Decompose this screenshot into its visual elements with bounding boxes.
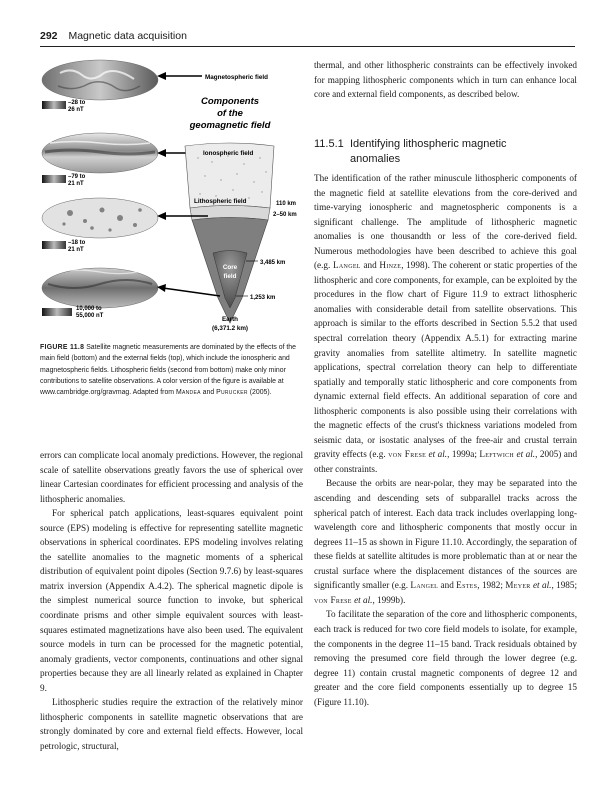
arrowhead-lithospheric bbox=[157, 212, 166, 220]
map-lithospheric bbox=[42, 198, 158, 238]
year-2005: , 2005) and other constraints. bbox=[314, 449, 578, 474]
label-core-1: Core bbox=[222, 264, 238, 271]
header-rule bbox=[40, 46, 575, 47]
caption-year: (2005). bbox=[249, 389, 272, 397]
cite-hinze: Hinze bbox=[379, 260, 402, 271]
cite-and-2: and bbox=[440, 580, 454, 591]
paragraph-left-2: For spherical patch applications, least-squares equivalent point source (EPS) modeling is effective for representing satellite magnetic observations in spherical coordinates. EPS modeling involves relating the satellite anomalies to the magnetic moments of a spherical distribution of equivalent point dipoles (Section 9.7.6) by least-squares matrix inversion (Appendix A.4.2). The spherical magnetic dipole is the simplest numerical source function to invoke, but spherical coordinate prisms and other simple equivalent sources with least-squares estimated magnetizations have also been used. The equivalent source models in turn can be processed for the magnetic potential, anomaly gradients, vector components, continuations and other signal properties because they are all linearly related as explained in Chapter 9. bbox=[40, 508, 303, 693]
scale-bar-1 bbox=[42, 101, 66, 109]
cite-leftwich: Leftwich bbox=[479, 449, 515, 460]
cite-and: and bbox=[363, 260, 377, 271]
map-ionospheric bbox=[42, 133, 158, 173]
cite-meyer: Meyer bbox=[505, 580, 531, 591]
scale-3-line2: 21 nT bbox=[68, 247, 84, 253]
scale-1-line1: –28 to bbox=[68, 100, 86, 106]
scale-4-line1: 10,000 to bbox=[76, 306, 102, 312]
cite-langel: Langel bbox=[333, 260, 361, 271]
components-title-3: geomagnetic field bbox=[189, 120, 271, 131]
etal-1985: et al. bbox=[532, 580, 552, 591]
section-heading bbox=[314, 137, 577, 167]
left-column-text bbox=[40, 448, 303, 753]
p1-part-a: The identification of the rather minuscule lithospheric components of the magnetic field at satellite elevations from the core-derived and time-varying ionospheric and magnetospheric components is a significant challenge. The amplitude of lithospheric magnetic anomalies is one thousandth or less of the core-derived field. Numerous methodologies have been described to achieve this goal (e.g. bbox=[314, 173, 577, 271]
paragraph-right-2 bbox=[314, 476, 577, 607]
scale-bar-2 bbox=[42, 175, 66, 183]
etal-1999b: et al. bbox=[354, 594, 373, 605]
scale-4-line2: 55,000 nT bbox=[76, 313, 104, 319]
figure-caption bbox=[40, 342, 303, 398]
arrowhead-magnetospheric bbox=[157, 72, 166, 80]
section-title-line2: anomalies bbox=[350, 153, 401, 165]
paragraph-right-3: To facilitate the separation of the core and lithospheric components, each track is reduced for two core field models to isolate, for example, the components in the degree 11–15 band. Track residuals obtained by removing the presumed core field through the lower degree (e.g. degree 11) contain crustal magnetic components of degree 12 and greater and the core field components essentially up to degree 15 (Figure 11.10). bbox=[314, 609, 577, 707]
paragraph-left-3: Lithospheric studies require the extraction of the relatively minor lithospheric components in satellite magnetic observations that are strongly dominated by core and external field effects. However, local petrologic, structural, bbox=[40, 697, 303, 751]
cite-vonfrese-1: von Frese bbox=[388, 449, 427, 460]
p2-part-a: Because the orbits are near-polar, they may be separated into the ascending and descending sets of subparallel tracks across the spherical patch of interest. Each data track includes overlapping long-wavelength core and lithospheric components that mostly occur in degrees 11–15 as shown in Figure 11.10. Accordingly, the separation of these fields at satellite altitudes is more problematic than at or near the crustal surface where the displacement distances of the sources are significantly smaller (e.g. bbox=[314, 478, 577, 591]
etal-2005: et al. bbox=[516, 449, 536, 460]
label-1253km: 1,253 km bbox=[250, 295, 276, 301]
map-magnetospheric bbox=[42, 60, 158, 100]
arrowhead-ionospheric bbox=[157, 149, 166, 157]
year-1999a: , 1999a; bbox=[447, 449, 477, 460]
components-title-2: of the bbox=[217, 108, 243, 119]
map-core bbox=[42, 268, 158, 308]
caption-text: Satellite magnetic measurements are dominated by the effects of the main field (bottom) and the external fields (top), which include the ionospheric and magnetospheric fields. Lithospheric fields (second from bottom) make only minor contributions to satellite observations. A color version of the figure is available at www.cambridge.org/gravmag. Adapted from bbox=[40, 344, 296, 397]
scale-1-line2: 26 nT bbox=[68, 107, 84, 113]
cite-langel-2: Langel bbox=[410, 580, 439, 591]
scale-3-line1: –18 to bbox=[68, 240, 86, 246]
right-column-text bbox=[314, 171, 577, 709]
label-3485km: 3,485 km bbox=[260, 260, 286, 266]
page-number: 292 bbox=[40, 30, 58, 42]
arrowhead-core bbox=[157, 284, 166, 292]
year-1985: , 1985; bbox=[551, 580, 578, 591]
label-110km: 110 km bbox=[276, 201, 297, 207]
paragraph-right-1 bbox=[314, 171, 577, 476]
label-lithospheric: Lithospheric field bbox=[194, 198, 247, 205]
page-header bbox=[40, 30, 575, 46]
section-title-line1: Identifying lithospheric magnetic bbox=[350, 138, 507, 150]
cite-estes: Estes bbox=[456, 580, 478, 591]
figure-11-8 bbox=[40, 58, 303, 340]
label-earth-2: (6,371.2 km) bbox=[211, 325, 249, 332]
label-core-2: field bbox=[223, 273, 237, 280]
right-column-top-text bbox=[314, 58, 577, 102]
scale-2-line2: 21 nT bbox=[68, 181, 84, 187]
label-earth-1: Earth bbox=[221, 316, 239, 323]
p1-part-b: , 1998). The coherent or static properties of the lithospheric and core components, for example, can be exploited by the procedures in the flow chart of Figure 11.9 to extract lithospheric anomalies with considerable detail from satellite observations. This approach is similar to the efforts described in Section 5.5.2 that used spectral correlation theory (Appendix A.5.1) for extracting marine gravity anomalies from satellite altimetry. In satellite magnetic applications, spectral correlation theory can help to differentiate spatially and temporally static lithospheric and core components from dynamic external field effects. An additional separation of core and lithospheric components is also possible using their correlations with the magnetic effects of the crust's thickness variations modeled from seismic data, or isostatic analyses of the free-air and crustal terrain gravity effects (e.g. bbox=[314, 260, 578, 460]
scale-bar-3 bbox=[42, 241, 66, 249]
scale-2-line1: –79 to bbox=[68, 174, 86, 180]
paragraph-left-1: errors can complicate local anomaly predictions. However, the regional scale of satellite observations greatly favors the use of spherical over linear Cartesian coordinates for efficient processing and analysis of the lithospheric anomalies. bbox=[40, 450, 303, 504]
label-2-50km: 2–50 km bbox=[273, 212, 297, 218]
year-1999b: , 1999b). bbox=[372, 594, 406, 605]
caption-label: FIGURE 11.8 bbox=[40, 344, 85, 351]
arrow-core bbox=[163, 288, 220, 296]
paragraph-right-top: thermal, and other lithospheric constraints can be effectively invoked for mapping lithospheric components which in turn can enhance local core and external field components, as described below. bbox=[314, 60, 577, 100]
year-1982: , 1982; bbox=[477, 580, 503, 591]
scale-bar-4 bbox=[42, 308, 72, 316]
label-magnetospheric: Magnetospheric field bbox=[205, 74, 268, 81]
caption-author-1: Mandea bbox=[175, 389, 201, 397]
components-title-1: Components bbox=[200, 96, 260, 107]
caption-and: and bbox=[202, 389, 215, 397]
running-title: Magnetic data acquisition bbox=[68, 30, 187, 42]
section-number: 11.5.1 bbox=[314, 138, 344, 150]
label-ionospheric: Ionospheric field bbox=[203, 150, 254, 157]
etal-1999a: et al. bbox=[428, 449, 448, 460]
caption-author-2: Purucker bbox=[216, 389, 248, 397]
cite-vonfrese-2: von Frese bbox=[314, 594, 352, 605]
